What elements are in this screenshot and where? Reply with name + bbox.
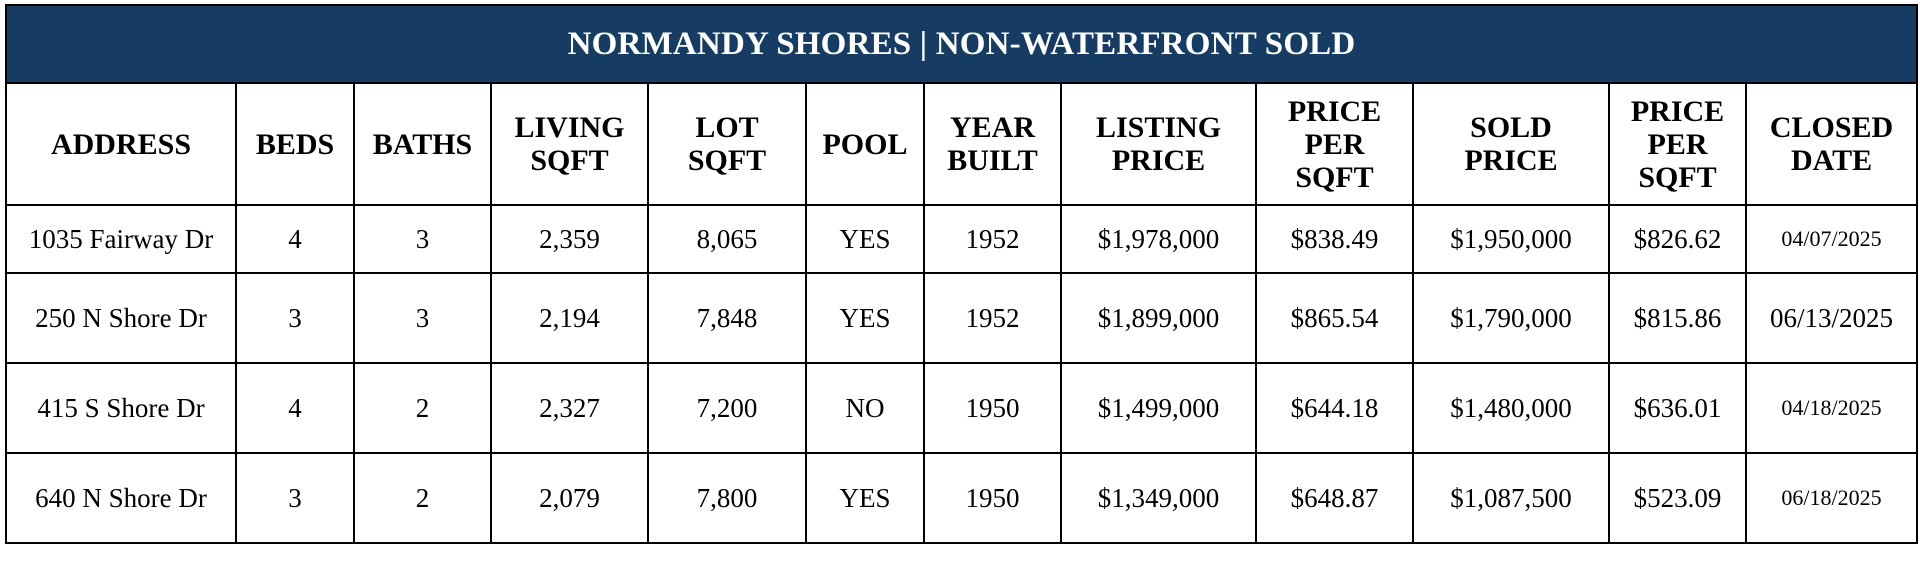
column-header-line: SQFT [1638, 160, 1717, 194]
column-header-line: PRICE [1630, 94, 1725, 128]
column-header-line: PER [1647, 127, 1708, 161]
sold-listings-table [5, 4, 1918, 544]
cell-baths: 2 [354, 363, 491, 453]
cell-closed-date: 04/18/2025 [1746, 363, 1917, 453]
cell-baths: 3 [354, 273, 491, 363]
cell-listing-price: $1,499,000 [1061, 363, 1256, 453]
cell-list-price-per-sqft: $865.54 [1256, 273, 1413, 363]
column-header-living-sqft [491, 83, 648, 205]
cell-lot-sqft: 7,200 [648, 363, 806, 453]
cell-listing-price: $1,899,000 [1061, 273, 1256, 363]
column-header-listing-price [1061, 83, 1256, 205]
cell-pool: YES [806, 453, 924, 543]
cell-living-sqft: 2,359 [491, 205, 648, 273]
column-header-line: LIVING [514, 111, 625, 144]
cell-living-sqft: 2,327 [491, 363, 648, 453]
cell-baths: 3 [354, 205, 491, 273]
table-row [6, 363, 1917, 453]
cell-lot-sqft: 7,800 [648, 453, 806, 543]
cell-beds: 4 [236, 363, 354, 453]
cell-sold-price-per-sqft: $523.09 [1609, 453, 1746, 543]
cell-closed-date: 06/18/2025 [1746, 453, 1917, 543]
column-header-closed-date [1746, 83, 1917, 205]
column-header-year-built [924, 83, 1061, 205]
column-header-line: PRICE [1111, 144, 1206, 177]
cell-living-sqft: 2,194 [491, 273, 648, 363]
cell-sold-price: $1,950,000 [1413, 205, 1609, 273]
cell-year-built: 1950 [924, 363, 1061, 453]
column-header-line: BATHS [372, 127, 473, 161]
sold-listings-table-container [5, 4, 1916, 544]
column-header-line: SQFT [530, 144, 609, 177]
cell-sold-price-per-sqft: $636.01 [1609, 363, 1746, 453]
cell-year-built: 1950 [924, 453, 1061, 543]
column-header-pool [806, 83, 924, 205]
column-header-line: LISTING [1095, 111, 1222, 144]
column-header-beds [236, 83, 354, 205]
column-header-line: CLOSED [1769, 111, 1894, 144]
cell-beds: 3 [236, 273, 354, 363]
cell-living-sqft: 2,079 [491, 453, 648, 543]
cell-closed-date: 06/13/2025 [1746, 273, 1917, 363]
table-title: NORMANDY SHORES | NON-WATERFRONT SOLD [6, 5, 1917, 83]
column-header-line: PRICE [1464, 144, 1558, 177]
column-header-line: LOT [695, 111, 759, 144]
cell-pool: NO [806, 363, 924, 453]
cell-sold-price: $1,087,500 [1413, 453, 1609, 543]
cell-list-price-per-sqft: $648.87 [1256, 453, 1413, 543]
cell-listing-price: $1,978,000 [1061, 205, 1256, 273]
cell-year-built: 1952 [924, 205, 1061, 273]
column-header-line: PRICE [1287, 94, 1382, 128]
column-header-line: ADDRESS [50, 127, 192, 161]
cell-lot-sqft: 8,065 [648, 205, 806, 273]
cell-sold-price-per-sqft: $826.62 [1609, 205, 1746, 273]
column-header-line: DATE [1790, 144, 1873, 177]
cell-listing-price: $1,349,000 [1061, 453, 1256, 543]
cell-sold-price-per-sqft: $815.86 [1609, 273, 1746, 363]
cell-address: 640 N Shore Dr [6, 453, 236, 543]
column-header-sold-price [1413, 83, 1609, 205]
cell-address: 1035 Fairway Dr [6, 205, 236, 273]
cell-closed-date: 04/07/2025 [1746, 205, 1917, 273]
column-header-list-price-per-sqft [1256, 83, 1413, 205]
cell-baths: 2 [354, 453, 491, 543]
cell-sold-price: $1,790,000 [1413, 273, 1609, 363]
table-row [6, 205, 1917, 273]
cell-list-price-per-sqft: $644.18 [1256, 363, 1413, 453]
cell-beds: 3 [236, 453, 354, 543]
column-header-line: SOLD [1470, 111, 1552, 144]
column-header-line: YEAR [949, 111, 1035, 144]
cell-pool: YES [806, 205, 924, 273]
cell-address: 415 S Shore Dr [6, 363, 236, 453]
column-header-line: BEDS [255, 127, 335, 161]
cell-lot-sqft: 7,848 [648, 273, 806, 363]
cell-year-built: 1952 [924, 273, 1061, 363]
column-header-line: PER [1304, 127, 1365, 161]
column-header-row [6, 83, 1917, 205]
table-row [6, 453, 1917, 543]
column-header-line: POOL [822, 127, 908, 161]
column-header-lot-sqft [648, 83, 806, 205]
cell-address: 250 N Shore Dr [6, 273, 236, 363]
column-header-baths [354, 83, 491, 205]
cell-list-price-per-sqft: $838.49 [1256, 205, 1413, 273]
table-row [6, 273, 1917, 363]
cell-beds: 4 [236, 205, 354, 273]
column-header-line: SQFT [687, 144, 767, 177]
column-header-sold-price-per-sqft [1609, 83, 1746, 205]
column-header-line: BUILT [947, 144, 1038, 177]
cell-sold-price: $1,480,000 [1413, 363, 1609, 453]
column-header-address [6, 83, 236, 205]
table-body [6, 205, 1917, 543]
column-header-line: SQFT [1295, 160, 1374, 194]
cell-pool: YES [806, 273, 924, 363]
